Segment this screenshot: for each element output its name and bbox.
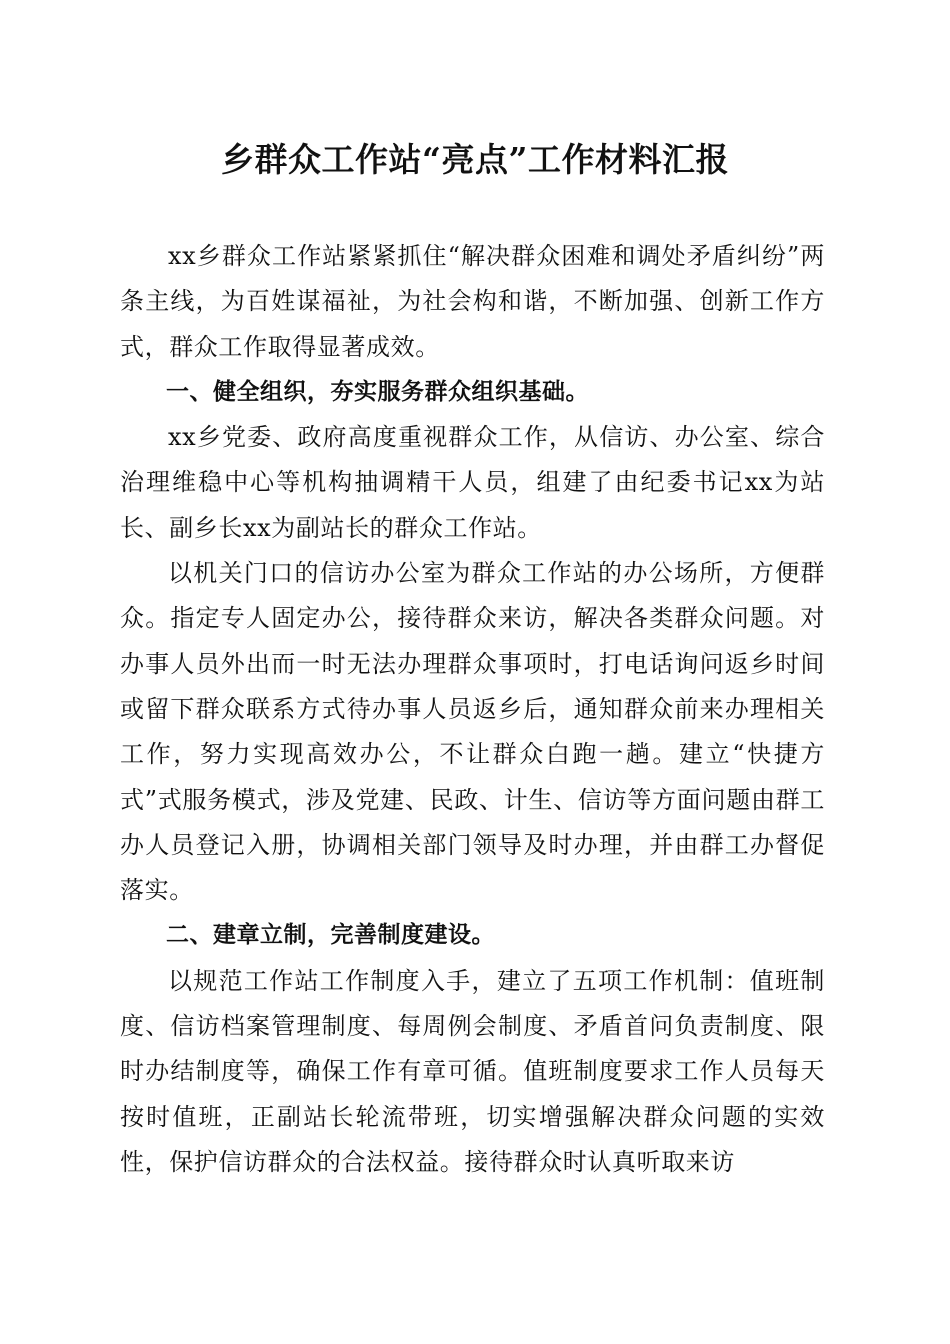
document-title: 乡群众工作站“亮点”工作材料汇报 [221,140,729,179]
section-1-heading: 一、健全组织，夯实服务群众组织基础。 [166,378,589,405]
document-body [120,234,825,1185]
section-1-paragraph-1: xx乡党委、政府高度重视群众工作，从信访、办公室、综合治理维稳中心等机构抽调精干人员，组建了由纪委书记xx为站长、副乡长xx为副站长的群众工作站。 [120,423,825,542]
section-1-paragraph-2: 以机关门口的信访办公室为群众工作站的办公场所，方便群众。指定专人固定办公，接待群众来访，解决各类群众问题。对办事人员外出而一时无法办理群众事项时，打电话询问返乡时间或留下群众联系方式待办事人员返乡后，通知群众前来办理相关工作，努力实现高效办公，不让群众白跑一趟。建立“快捷方式”式服务模式，涉及党建、民政、计生、信访等方面问题由群工办人员登记入册，协调相关部门领导及时办理，并由群工办督促落实。 [120,559,825,905]
section-2-paragraph-1: 以规范工作站工作制度入手，建立了五项工作机制：值班制度、信访档案管理制度、每周例会制度、矛盾首问负责制度、限时办结制度等，确保工作有章可循。值班制度要求工作人员每天按时值班，正副站长轮流带班，切实增强解决群众问题的实效性，保护信访群众的合法权益。接待群众时认真听取来访 [120,966,825,1176]
section-2-heading: 二、建章立制，完善制度建设。 [166,922,495,949]
intro-paragraph: xx乡群众工作站紧紧抓住“解决群众困难和调处矛盾纠纷”两条主线，为百姓谋福祉，为社会构和谐，不断加强、创新工作方式，群众工作取得显著成效。 [120,242,825,361]
